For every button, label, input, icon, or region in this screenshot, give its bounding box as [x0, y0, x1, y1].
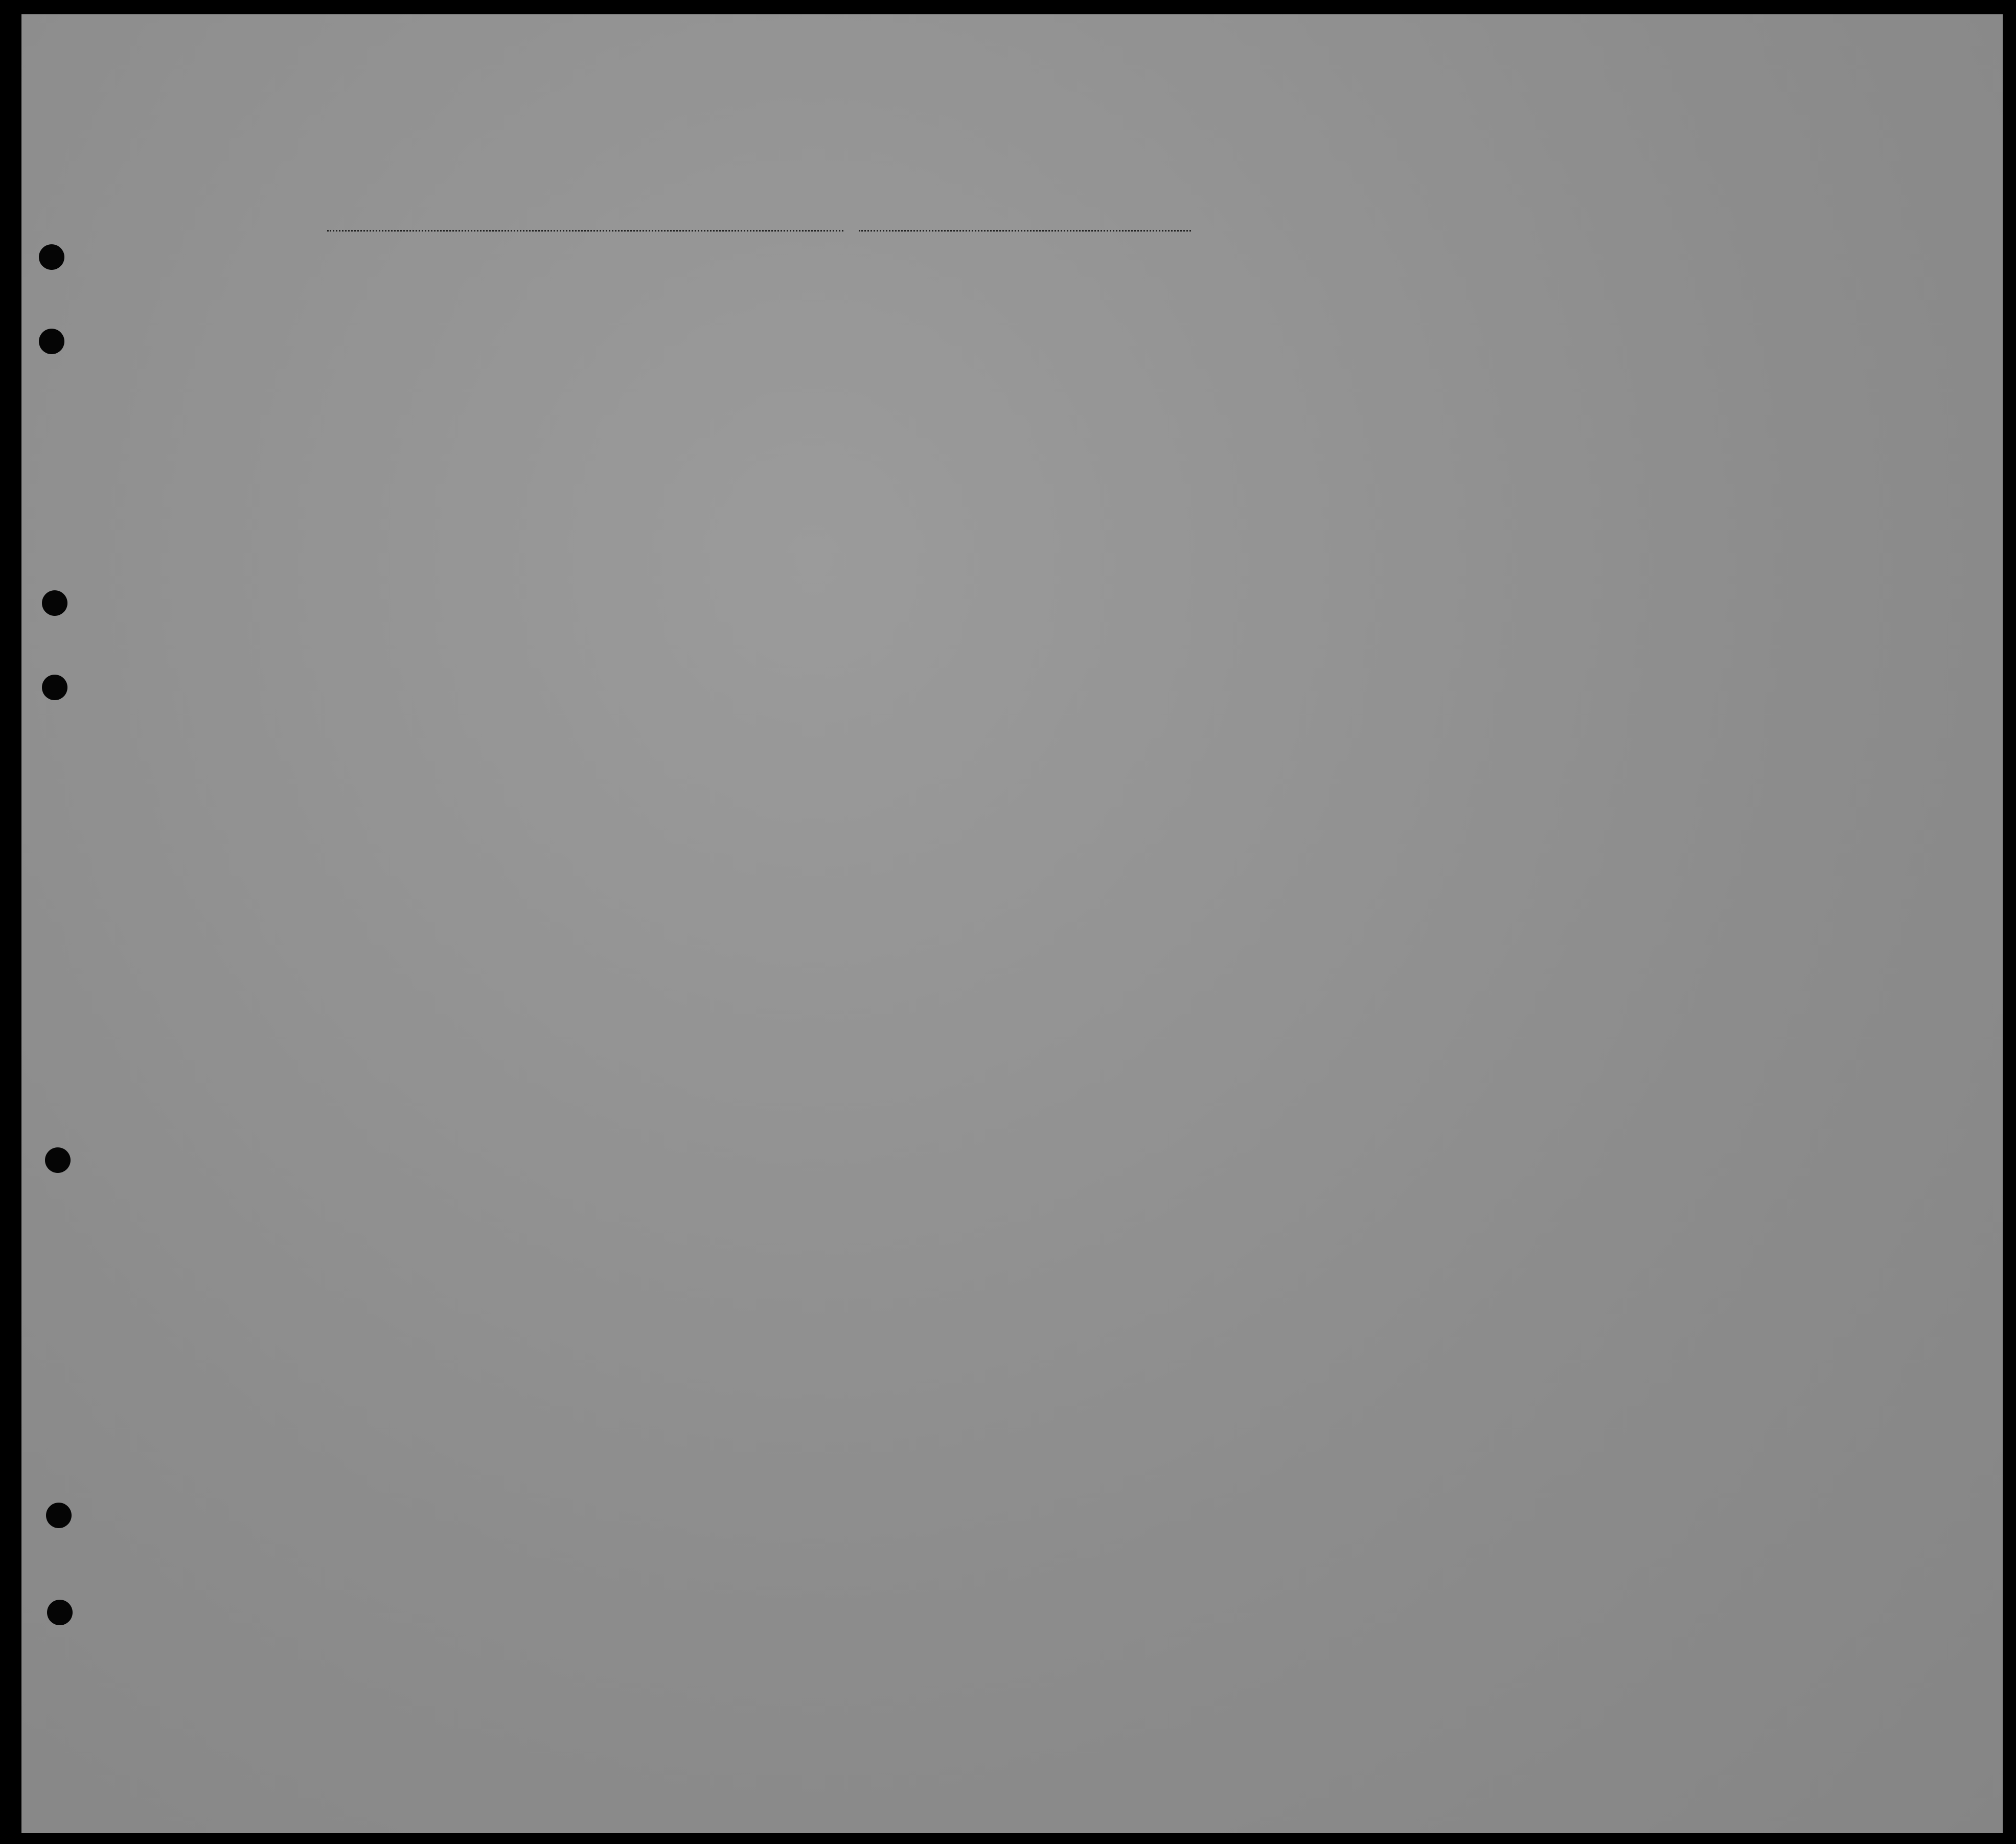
port-line [327, 230, 843, 232]
date-line [859, 230, 1191, 232]
